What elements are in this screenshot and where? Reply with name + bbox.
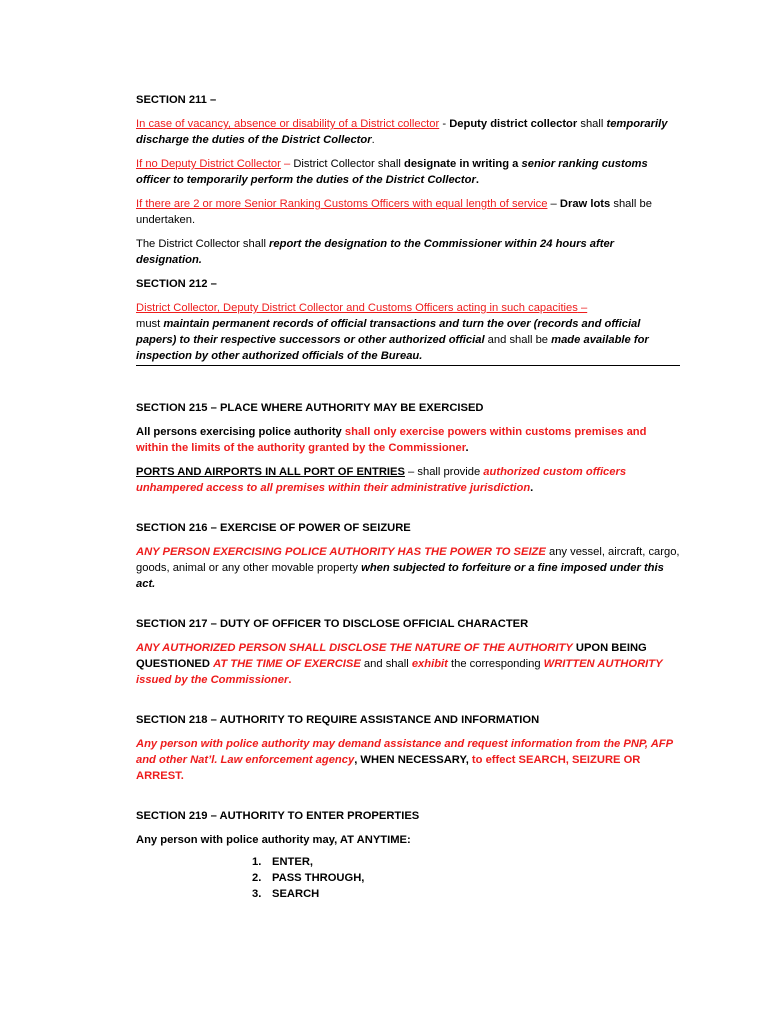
text-run: The District Collector shall [136, 238, 270, 250]
text-run: shall [577, 118, 607, 130]
document-page [136, 92, 680, 902]
text-run: any vessel, aircraft, cargo, goods, animal or any other movable property [136, 546, 680, 574]
text-run: WRITTEN AUTHORITY issued by the Commissioner [136, 658, 663, 686]
section-211-paragraph-1 [136, 116, 680, 148]
text-run: designate in writing a [404, 158, 522, 170]
text-run: must [136, 318, 164, 330]
spacer [136, 792, 680, 808]
text-run: when subjected to forfeiture or a fine imposed under this act. [136, 562, 664, 590]
text-run: ANY AUTHORIZED PERSON SHALL DISCLOSE THE NATURE OF THE AUTHORITY [136, 642, 573, 654]
text-run: temporarily discharge the duties of the District Collector [136, 118, 668, 146]
section-219-intro: Any person with police authority may, AT ANYTIME: [136, 834, 411, 846]
list-item [252, 870, 680, 886]
spacer [136, 366, 680, 400]
text-run: If there are 2 or more Senior Ranking Customs Officers with equal length of service [136, 198, 548, 210]
text-run: and shall [360, 658, 412, 670]
section-217-paragraph-1 [136, 640, 680, 688]
section-216-heading: SECTION 216 – EXERCISE OF POWER OF SEIZURE [136, 522, 411, 534]
text-run: PORTS AND AIRPORTS IN ALL PORT OF ENTRIES [136, 466, 405, 478]
text-run: exhibit [411, 658, 448, 670]
text-run: – [547, 198, 560, 210]
section-218-heading: SECTION 218 – AUTHORITY TO REQUIRE ASSISTANCE AND INFORMATION [136, 714, 540, 726]
text-run: . [288, 674, 292, 686]
list-label: PASS THROUGH, [272, 872, 365, 884]
text-run: AT THE TIME OF EXERCISE [213, 658, 361, 670]
spacer [136, 696, 680, 712]
text-run: . [475, 174, 479, 186]
text-run: - [439, 118, 450, 130]
text-run: Draw lots [559, 198, 611, 210]
text-run: If no Deputy District Collector [136, 158, 281, 170]
section-212-heading: SECTION 212 – [136, 278, 217, 290]
section-217-heading: SECTION 217 – DUTY OF OFFICER TO DISCLOSE OFFICIAL CHARACTER [136, 618, 529, 630]
text-run: authorized custom officers unhampered access to all premises within their administrative jurisdiction [136, 466, 627, 494]
section-215-paragraph-2 [136, 464, 680, 496]
section-211-paragraph-4 [136, 236, 680, 268]
section-219-list [136, 854, 680, 902]
section-216-paragraph-1 [136, 544, 680, 592]
list-item [252, 886, 680, 902]
text-run: . [530, 482, 534, 494]
text-run: Deputy district collector [449, 118, 578, 130]
section-212-paragraph-1 [136, 300, 680, 366]
text-run: ANY PERSON EXERCISING POLICE AUTHORITY HAS THE POWER TO SEIZE [136, 546, 546, 558]
text-run: , WHEN NECESSARY, [354, 754, 472, 766]
text-run: – [577, 302, 588, 314]
section-219-heading: SECTION 219 – AUTHORITY TO ENTER PROPERTIES [136, 810, 420, 822]
text-run: shall only exercise powers within customs premises and within the limits of the authority granted by the Commissioner [136, 426, 647, 454]
list-number: 3. [252, 888, 262, 900]
list-item [252, 854, 680, 870]
text-run: – shall provide [404, 466, 484, 478]
text-run: senior ranking customs officer to temporarily perform the duties of the District Collector [136, 158, 648, 186]
section-211-paragraph-3 [136, 196, 680, 228]
text-run: report the designation to the Commissioner within 24 hours after designation. [136, 238, 615, 266]
spacer [136, 600, 680, 616]
text-run: UPON BEING QUESTIONED [136, 642, 647, 670]
list-label: ENTER, [272, 856, 314, 868]
text-run: All persons exercising police authority [136, 426, 345, 438]
text-run: . [371, 134, 375, 146]
text-run: – [280, 158, 294, 170]
text-run: and shall be [484, 334, 552, 346]
text-run: District Collector, Deputy District Collector and Customs Officers acting in such capacities [136, 302, 578, 314]
list-label: SEARCH [272, 888, 320, 900]
section-211-paragraph-2 [136, 156, 680, 188]
list-number: 1. [252, 856, 262, 868]
section-218-paragraph-1 [136, 736, 680, 784]
text-run: made available for inspection by other authorized officials of the Bureau. [136, 334, 649, 362]
spacer [136, 504, 680, 520]
list-number: 2. [252, 872, 262, 884]
section-215-paragraph-1 [136, 424, 680, 456]
text-run: . [465, 442, 469, 454]
text-run: to effect SEARCH, SEIZURE OR ARREST. [136, 754, 641, 782]
text-run: District Collector shall [293, 158, 404, 170]
text-run: maintain permanent records of official transactions and turn the over (records and official papers) to their respective successors or other authorized official [136, 318, 641, 346]
text-run: Any person with police authority may demand assistance and request information from the PNP, AFP and other Nat’l. Law enforcement agency [136, 738, 673, 766]
text-run: shall be undertaken. [136, 198, 652, 226]
section-211-heading: SECTION 211 – [136, 94, 217, 106]
text-run: In case of vacancy, absence or disability of a District collector [136, 118, 440, 130]
section-215-heading: SECTION 215 – PLACE WHERE AUTHORITY MAY BE EXERCISED [136, 402, 484, 414]
text-run: the corresponding [447, 658, 544, 670]
